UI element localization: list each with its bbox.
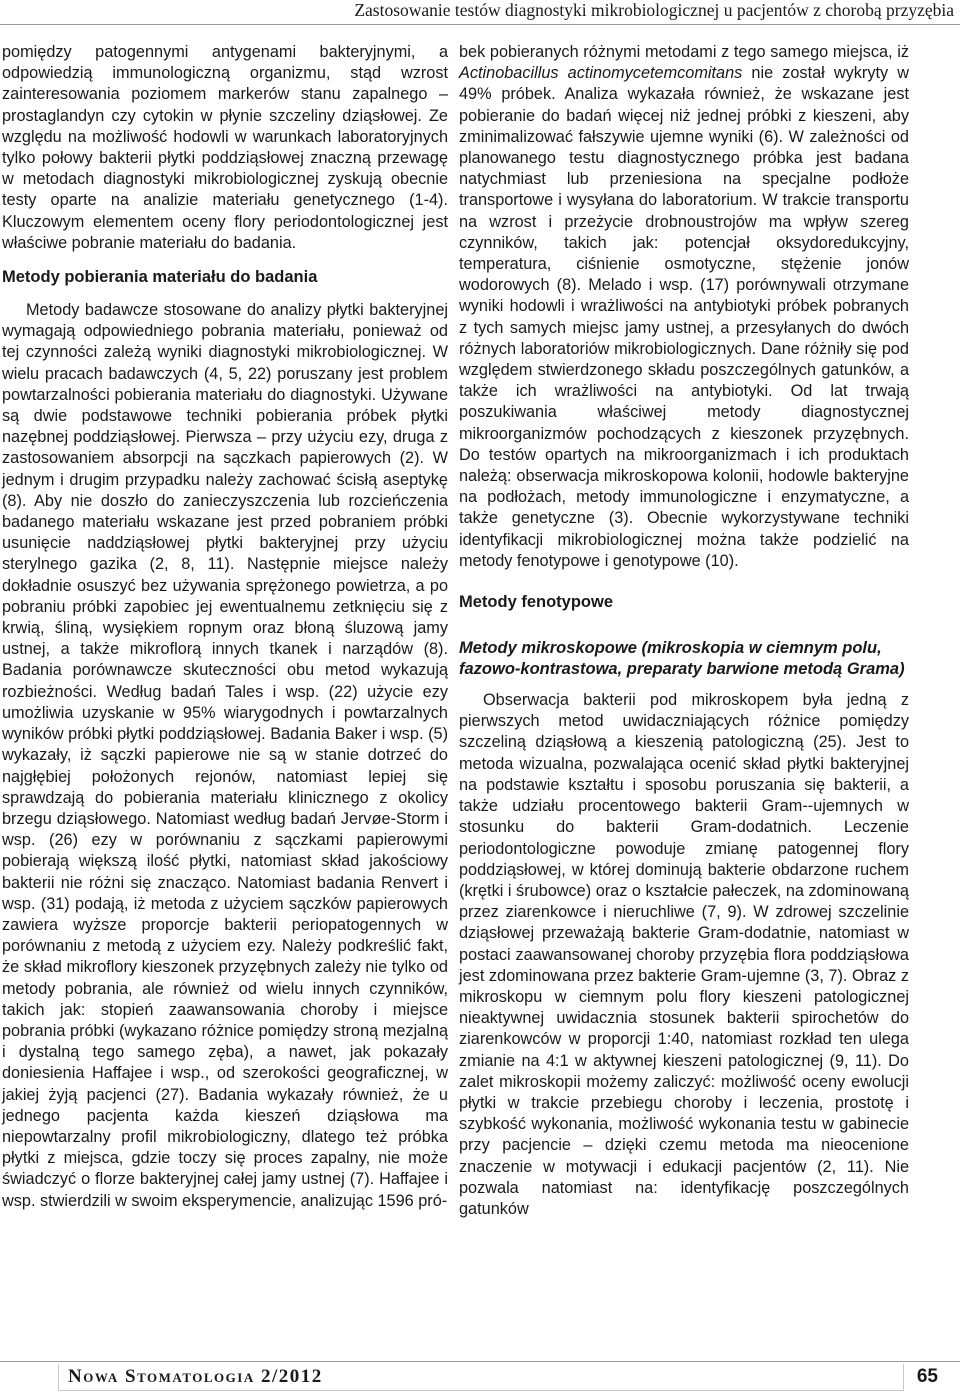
left-paragraph-2: Metody badawcze stosowane do analizy płytki bakteryjnej wymagają odpowiedniego pobrania materiału, ponieważ od tej czynności zależą wyniki diagnostyki mikrobiologicznej. W wielu pracach badawczych (4, 5, 22) poruszany jest problem powtarzalności pobierania materiału do diagnostyki. Używane są dwie podstawowe techniki pobierania próbek płytki nazębnej poddziąsłowej. Pierwsza – przy użyciu ezy, druga z zastosowaniem absorpcji na sączkach papierowych (2). W jednym i drugim przypadku należy zachować ścisłą aseptykę (8). Aby nie doszło do zanieczyszczenia lub rozcieńczenia badanego materiału wskazane jest przed pobraniem próbki usunięcie naddziąsłowej płytki bakteryjnej przy użyciu sterylnego gazika (2, 8, 11). Następnie miejsce należy dokładnie osuszyć bez używania sprężonego powietrza, a po pobraniu próbki zapobiec jej ewentualnemu zetknięciu się z krwią, śliną, wysiękiem ropnym oraz błoną śluzową jamy ustnej, a także mikroflorą innych tkanek i narządów (8). Badania porównawcze skuteczności obu metod wykazują rozbieżności. Według badań Tales i wsp. (22) użycie ezy umożliwia uzyskanie w 95% wiarygodnych i powtarzalnych wyników próbki płytki poddziąsłowej. Badania Baker i wsp. (5) wykazały, iż sączki papierowe nie są w stanie dotrzeć do najgłębiej położonych rejonów, natomiast lepiej się sprawdzają do pobierania materiału klinicznego z okolicy brzegu dziąsłowego. Natomiast według badań Jervøe-Storm i wsp. (26) ezy w porównaniu z sączkami papierowymi pobierają większą ilość płytki, natomiast skład jakościowy bakterii nie różni się znacząco. Natomiast badania Renvert i wsp. (31) podają, iż metoda z użyciem sączków papierowych zawiera wyższe proporcje bakterii periopatogennych w porównaniu z metodą z użyciem ezy. Należy podkreślić fakt, że skład mikroflory kieszonek przyzębnych zależy nie tylko od metody pobrania, ale również od wielu innych czynników, takich jak: stopień zaawansowania choroby i miejsce pobrania próbki (wykazano różnice pomiędzy stroną mezjalną i dystalną tego samego zęba), a nawet, jak pokazały doniesienia Haffajee i wsp., od szerokości geograficznej, w jakiej żyją pacjenci (27). Badania wykazały również, że u jednego pacjenta każda kieszeń dziąsłowa ma niepowtarzalny profil mikrobiologiczny, dlatego też próbka płytki z miejsca, gdzie toczy się proces zapalny, nie może świadczyć o florze bakteryjnej całej jamy ustnej (7). Haffajee i wsp. stwierdzili w swoim eksperymencie, analizując 1596 pró- <box>2 301 448 1210</box>
section-heading-phenotypic: Metody fenotypowe <box>459 593 614 612</box>
header-rule <box>0 24 960 25</box>
left-paragraph-1: pomiędzy patogennymi antygenami bakteryjnymi, a odpowiedzią immunologiczną organizmu, stąd wzrost zainteresowania poziomem markerów stanu zapalnego – prostaglandyn czy cytokin w płynie szczeliny dziąsłowej. Ze względu na możliwość hodowli w warunkach laboratoryjnych tylko połowy bakterii płytki poddziąsłowej znaczną przewagę w metodach diagnostyki mikrobiologicznej zyskują obecnie testy oparte na analizie materiału genetycznego (1-4). Kluczowym elementem oceny flory periodontologicznej jest właściwe pobranie materiału do badania. <box>2 43 448 252</box>
left-column <box>2 42 448 1212</box>
species-name: Actinobacillus actinomycetemcomitans <box>459 64 743 83</box>
subsection-heading-microscopic: Metody mikroskopowe (mikroskopia w ciemnym polu, fazowo-kontrastowa, preparaty barwione metodą Grama) <box>459 639 905 679</box>
section-heading-sampling: Metody pobierania materiału do badania <box>2 268 318 287</box>
footer-rule <box>0 1361 960 1362</box>
right-paragraph-1 <box>459 42 909 572</box>
right-paragraph-2: Obserwacja bakterii pod mikroskopem była jedną z pierwszych metod uwidaczniających różnice pomiędzy szczeliną dziąsłową a kieszenią patologiczną (25). Jest to metoda wizualna, pozwalająca ocenić skład płytki bakteryjnej na podstawie kształtu i sposobu poruszania się bakterii, a także udziału procentowego bakterii Gram--ujemnych w stosunku do bakterii Gram-dodatnich. Leczenie periodontologiczne powoduje zmianę patogennej flory poddziąsłowej, w której dominują bakterie obdarzone ruchem (krętki i śrubowce) oraz o kształcie pałeczek, na zdominowaną przez ziarenkowce i nieruchliwe (7, 9). W zdrowej szczelinie dziąsłowej przeważają bakterie Gram-dodatnie, natomiast w postaci zaawansowanej choroby przyzębia flora poddziąsłowa jest zdominowana przez bakterie Gram-ujemne (3, 7). Obraz z mikroskopu w ciemnym polu flory kieszeni patologicznej nieaktywnej uwidacznia stosunek bakterii spirochetów do ziarenkowców w proporcji 1:40, natomiast rozkład ten ulega zmianie na 4:1 w aktywnej kieszeni patologicznej (9, 11). Do zalet mikroskopii możemy zaliczyć: możliwość oceny ewolucji płytki w trakcie przebiegu choroby i leczenia, prostotę i szybkość wykonania, możliwość wykonania testu w gabinecie przy pacjencie – dzięki czemu metoda ma nieocenione znaczenie w motywacji i edukacji pacjentów (2, 11). Nie pozwala natomiast na: identyfikację poszczególnych gatunków <box>459 691 909 1218</box>
journal-name: Nowa Stomatologia 2/2012 <box>68 1366 323 1387</box>
right-column <box>459 42 909 1220</box>
right-paragraph-1-part-a: bek pobieranych różnymi metodami z tego samego miejsca, iż <box>459 43 909 61</box>
page-number: 65 <box>916 1366 938 1387</box>
right-paragraph-1-part-b: nie został wykryty w 49% próbek. Analiza wykazała również, że wskazane jest pobieranie do badań więcej niż jednej próbki z kieszeni, aby zminimalizować fałszywie ujemne wyniki (6). W zależności od planowanego testu diagnostycznego próbka jest badana natychmiast lub przeniesiona na specjalne podłoże transportowe i wysyłana do laboratorium. W trakcie transportu na wzrost i przeżycie drobnoustrojów ma wpływ szereg czynników, takich jak: potencjał oksydoredukcyjny, temperatura, ciśnienie osmotyczne, stężenie jonów wodorowych (8). Melado i wsp. (17) porównywali otrzymane wyniki hodowli i wrażliwości na antybiotyki próbek pobranych z tych samych miejsc jamy ustnej, a przesyłanych do dwóch różnych laboratoriów mikrobiologicznych. Dane różniły się pod względem stwierdzonego składu poszczególnych gatunków, a także ich wrażliwości na antybiotyki. Od lat trwają poszukiwania właściwej metody diagnostycznej mikroorganizmów pochodzących z kieszonek przyzębnych. Do testów opartych na mikroorganizmach i ich produktach należą: obserwacja mikroskopowa kolonii, hodowle bakteryjne na podłożach, metody immunologiczne i enzymatyczne, a także genetyczne (3). Obecnie wykorzystywane techniki identyfikacji mikrobiologicznej można także podzielić na metody fenotypowe i genotypowe (10). <box>459 64 909 570</box>
running-header: Zastosowanie testów diagnostyki mikrobiologicznej u pacjentów z chorobą przyzębia <box>354 0 954 20</box>
